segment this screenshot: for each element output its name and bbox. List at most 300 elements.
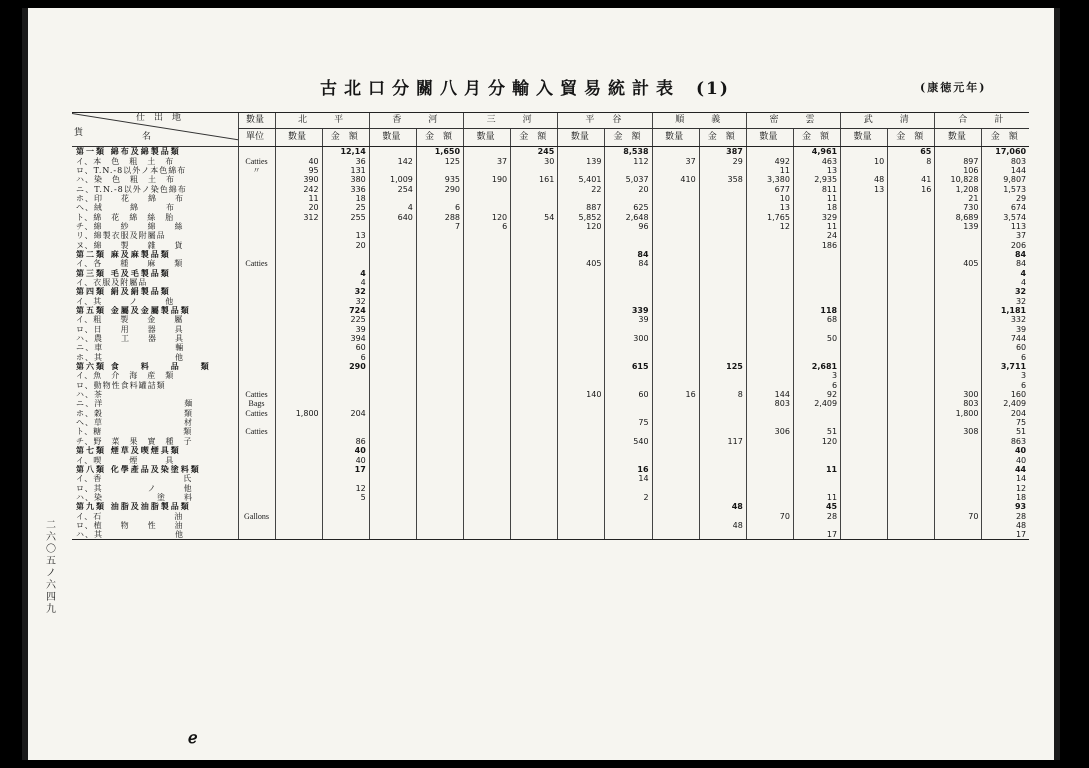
qty-unit: [238, 203, 275, 212]
qty-cell: [275, 455, 322, 464]
item-row: [72, 353, 1029, 362]
amount-cell: [888, 287, 935, 296]
qty-cell: [369, 325, 416, 334]
header-qty: 數量: [652, 129, 699, 147]
qty-cell: [935, 362, 982, 371]
qty-cell: [369, 446, 416, 455]
goods-name: ロ、動物性食料罐詰類: [76, 380, 166, 390]
amount-cell: 18: [793, 203, 840, 212]
amount-cell: 463: [793, 156, 840, 165]
qty-cell: [841, 371, 888, 380]
qty-cell: 1,800: [935, 409, 982, 418]
amount-cell: 17,060: [982, 147, 1029, 157]
qty-unit: [238, 474, 275, 483]
qty-cell: [652, 166, 699, 175]
item-row: [72, 493, 1029, 502]
qty-cell: [464, 437, 511, 446]
qty-unit: [238, 502, 275, 511]
qty-cell: [464, 194, 511, 203]
qty-cell: [275, 231, 322, 240]
qty-cell: [746, 315, 793, 324]
goods-name: ヌ、綿 製 雜 貨: [76, 240, 184, 250]
qty-cell: [275, 446, 322, 455]
amount-cell: [416, 437, 463, 446]
qty-cell: [369, 147, 416, 157]
item-row: [72, 222, 1029, 231]
amount-cell: [416, 371, 463, 380]
amount-cell: 6: [982, 353, 1029, 362]
qty-cell: [558, 502, 605, 511]
amount-cell: 84: [982, 250, 1029, 259]
qty-cell: 4: [369, 203, 416, 212]
amount-cell: [699, 268, 746, 277]
item-row: [72, 240, 1029, 249]
amount-cell: 8: [699, 390, 746, 399]
qty-cell: [275, 521, 322, 530]
qty-unit: [238, 465, 275, 474]
qty-unit: Catties: [238, 259, 275, 268]
qty-cell: [746, 250, 793, 259]
qty-cell: [369, 343, 416, 352]
amount-cell: [888, 427, 935, 436]
amount-cell: 28: [982, 511, 1029, 520]
amount-cell: [416, 343, 463, 352]
qty-cell: [841, 203, 888, 212]
qty-unit: Gallons: [238, 511, 275, 520]
qty-unit: [238, 483, 275, 492]
qty-cell: [746, 334, 793, 343]
amount-cell: 6: [793, 381, 840, 390]
amount-cell: [416, 287, 463, 296]
amount-cell: [699, 399, 746, 408]
amount-cell: [511, 250, 558, 259]
amount-cell: 6: [416, 203, 463, 212]
qty-cell: [652, 427, 699, 436]
qty-cell: [746, 362, 793, 371]
qty-cell: [746, 530, 793, 540]
amount-cell: [416, 297, 463, 306]
amount-cell: 1,650: [416, 147, 463, 157]
qty-cell: [558, 268, 605, 277]
qty-cell: [275, 437, 322, 446]
qty-cell: [652, 325, 699, 334]
qty-cell: [841, 409, 888, 418]
goods-name: ニ、洋 麺: [76, 399, 194, 409]
qty-cell: [935, 240, 982, 249]
item-row: [72, 259, 1029, 268]
amount-cell: [699, 371, 746, 380]
qty-cell: [841, 194, 888, 203]
amount-cell: [888, 231, 935, 240]
amount-cell: [888, 483, 935, 492]
amount-cell: [605, 446, 652, 455]
amount-cell: [888, 399, 935, 408]
amount-cell: 2,409: [982, 399, 1029, 408]
amount-cell: 18: [322, 194, 369, 203]
qty-cell: 803: [935, 399, 982, 408]
amount-cell: [511, 483, 558, 492]
qty-cell: [652, 250, 699, 259]
amount-cell: [888, 437, 935, 446]
qty-unit: [238, 381, 275, 390]
amount-cell: [793, 343, 840, 352]
qty-unit: [238, 530, 275, 540]
qty-cell: [935, 353, 982, 362]
amount-cell: [322, 418, 369, 427]
amount-cell: 803: [982, 156, 1029, 165]
amount-cell: [888, 240, 935, 249]
amount-cell: [416, 446, 463, 455]
qty-cell: [746, 474, 793, 483]
amount-cell: [699, 184, 746, 193]
amount-cell: [699, 325, 746, 334]
amount-cell: [416, 390, 463, 399]
amount-cell: 40: [982, 455, 1029, 464]
handwritten-mark: ℯ: [188, 728, 198, 747]
amount-cell: 4: [322, 268, 369, 277]
qty-cell: [369, 268, 416, 277]
qty-cell: [935, 474, 982, 483]
qty-cell: 142: [369, 156, 416, 165]
qty-cell: [369, 259, 416, 268]
qty-cell: 887: [558, 203, 605, 212]
table-number: (1): [696, 79, 730, 99]
qty-cell: [746, 521, 793, 530]
qty-cell: 492: [746, 156, 793, 165]
goods-name: ハ、其 他: [72, 530, 238, 540]
trade-statistics-table: [72, 112, 1029, 540]
qty-cell: [935, 371, 982, 380]
qty-cell: 1,765: [746, 212, 793, 221]
qty-cell: [841, 483, 888, 492]
amount-cell: 75: [605, 418, 652, 427]
amount-cell: [605, 381, 652, 390]
qty-unit: Catties: [238, 409, 275, 418]
amount-cell: 17: [982, 530, 1029, 540]
amount-cell: 20: [322, 240, 369, 249]
amount-cell: 2,935: [793, 175, 840, 184]
amount-cell: 744: [982, 334, 1029, 343]
amount-cell: [416, 259, 463, 268]
qty-cell: [652, 212, 699, 221]
era-label: (康徳元年): [920, 81, 987, 94]
qty-cell: [369, 390, 416, 399]
qty-cell: [746, 231, 793, 240]
amount-cell: 204: [982, 409, 1029, 418]
amount-cell: [511, 287, 558, 296]
goods-name: ホ、印 花 綿 布: [76, 193, 184, 203]
qty-cell: [275, 371, 322, 380]
qty-cell: [652, 259, 699, 268]
qty-cell: [275, 390, 322, 399]
amount-cell: [511, 455, 558, 464]
qty-cell: [464, 306, 511, 315]
qty-cell: [369, 166, 416, 175]
goods-name: ハ、農 工 器 具: [76, 334, 184, 344]
qty-cell: [841, 259, 888, 268]
amount-cell: [793, 259, 840, 268]
qty-cell: [746, 455, 793, 464]
qty-unit: [238, 343, 275, 352]
amount-cell: 93: [982, 502, 1029, 511]
amount-cell: 11: [793, 222, 840, 231]
qty-cell: 897: [935, 156, 982, 165]
amount-cell: 20: [605, 184, 652, 193]
goods-name: ヘ、草 材: [76, 418, 193, 428]
qty-unit: [238, 287, 275, 296]
amount-cell: [793, 353, 840, 362]
header-amount: 金 額: [416, 129, 463, 147]
qty-cell: [652, 240, 699, 249]
header-qty: 數量: [369, 129, 416, 147]
qty-cell: 120: [558, 222, 605, 231]
qty-cell: [275, 147, 322, 157]
amount-cell: [888, 203, 935, 212]
qty-cell: [746, 493, 793, 502]
qty-cell: [464, 297, 511, 306]
amount-cell: [511, 437, 558, 446]
qty-cell: [275, 418, 322, 427]
header-region: 北 平: [275, 113, 369, 129]
qty-cell: [369, 483, 416, 492]
qty-cell: [558, 493, 605, 502]
header-goods-label: 貨: [74, 128, 84, 138]
amount-cell: 60: [605, 390, 652, 399]
amount-cell: [888, 362, 935, 371]
amount-cell: [511, 334, 558, 343]
amount-cell: [416, 418, 463, 427]
goods-name: 第七類 煙草及喫煙具類: [76, 446, 181, 456]
qty-cell: 106: [935, 166, 982, 175]
qty-cell: [841, 455, 888, 464]
amount-cell: [605, 521, 652, 530]
amount-cell: [511, 297, 558, 306]
qty-cell: [369, 474, 416, 483]
qty-cell: 8,689: [935, 212, 982, 221]
qty-cell: [935, 297, 982, 306]
header-qty: 數量: [464, 129, 511, 147]
amount-cell: [888, 371, 935, 380]
qty-cell: [275, 259, 322, 268]
amount-cell: [605, 530, 652, 540]
amount-cell: 16: [605, 465, 652, 474]
amount-cell: 2: [605, 493, 652, 502]
qty-cell: [841, 343, 888, 352]
amount-cell: [888, 353, 935, 362]
qty-cell: [841, 521, 888, 530]
goods-name: 第一類 綿布及綿製品類: [76, 146, 181, 157]
amount-cell: [511, 306, 558, 315]
goods-name: ロ、日 用 器 具: [76, 324, 184, 334]
amount-cell: [416, 483, 463, 492]
amount-cell: 387: [699, 147, 746, 157]
amount-cell: [888, 268, 935, 277]
qty-cell: [464, 278, 511, 287]
qty-cell: [558, 278, 605, 287]
goods-name: ロ、T.N.-8以外ノ本色綿布: [76, 165, 187, 175]
qty-cell: [558, 427, 605, 436]
qty-cell: [841, 222, 888, 231]
qty-cell: [464, 259, 511, 268]
amount-cell: [416, 166, 463, 175]
qty-cell: [275, 511, 322, 520]
qty-cell: [275, 250, 322, 259]
qty-cell: [935, 455, 982, 464]
goods-name: ホ、其 他: [76, 352, 184, 362]
amount-cell: 25: [322, 203, 369, 212]
amount-cell: 39: [605, 315, 652, 324]
qty-cell: [558, 315, 605, 324]
amount-cell: 32: [322, 297, 369, 306]
table-body: [72, 147, 1029, 540]
amount-cell: [416, 427, 463, 436]
qty-cell: [652, 147, 699, 157]
qty-cell: [935, 465, 982, 474]
amount-cell: [793, 483, 840, 492]
qty-cell: [652, 511, 699, 520]
qty-cell: [746, 483, 793, 492]
item-row: [72, 530, 1029, 540]
amount-cell: [888, 194, 935, 203]
amount-cell: [605, 166, 652, 175]
amount-cell: [322, 390, 369, 399]
amount-cell: [793, 297, 840, 306]
amount-cell: 12: [982, 483, 1029, 492]
qty-cell: [464, 511, 511, 520]
amount-cell: [888, 474, 935, 483]
item-row: [72, 166, 1029, 175]
item-row: [72, 511, 1029, 520]
goods-name: ロ、其 ノ 他: [76, 483, 193, 493]
qty-cell: 1,800: [275, 409, 322, 418]
qty-cell: [275, 325, 322, 334]
qty-cell: [746, 437, 793, 446]
qty-unit: [238, 306, 275, 315]
header-amount: 金 額: [888, 129, 935, 147]
qty-cell: [652, 446, 699, 455]
qty-cell: [275, 334, 322, 343]
qty-cell: 10: [746, 194, 793, 203]
goods-name: ハ、茶: [76, 390, 103, 400]
qty-cell: [558, 455, 605, 464]
qty-cell: [841, 147, 888, 157]
item-row: [72, 437, 1029, 446]
qty-cell: [841, 315, 888, 324]
qty-cell: [558, 166, 605, 175]
amount-cell: [888, 250, 935, 259]
amount-cell: [699, 418, 746, 427]
amount-cell: 288: [416, 212, 463, 221]
qty-cell: [464, 315, 511, 324]
amount-cell: [416, 334, 463, 343]
amount-cell: [511, 231, 558, 240]
amount-cell: [605, 409, 652, 418]
amount-cell: 68: [793, 315, 840, 324]
amount-cell: 2,648: [605, 212, 652, 221]
amount-cell: 6: [322, 353, 369, 362]
amount-cell: [322, 250, 369, 259]
qty-cell: [369, 222, 416, 231]
amount-cell: [416, 399, 463, 408]
amount-cell: [888, 325, 935, 334]
qty-cell: [464, 409, 511, 418]
amount-cell: 39: [322, 325, 369, 334]
page-right-edge: [1054, 8, 1060, 760]
qty-cell: [841, 465, 888, 474]
header-origin-label: 仕 出 地: [136, 113, 182, 123]
amount-cell: [605, 297, 652, 306]
qty-cell: [935, 493, 982, 502]
qty-cell: 5,852: [558, 212, 605, 221]
qty-cell: [464, 147, 511, 157]
amount-cell: [416, 362, 463, 371]
item-row: [72, 212, 1029, 221]
qty-cell: [464, 362, 511, 371]
qty-cell: [558, 231, 605, 240]
amount-cell: 161: [511, 175, 558, 184]
amount-cell: [416, 465, 463, 474]
header-region: 三 河: [464, 113, 558, 129]
item-row: [72, 418, 1029, 427]
qty-cell: [652, 306, 699, 315]
qty-cell: [841, 474, 888, 483]
qty-cell: [464, 418, 511, 427]
item-row: [72, 474, 1029, 483]
amount-cell: [511, 399, 558, 408]
qty-cell: 13: [841, 184, 888, 193]
qty-cell: [369, 306, 416, 315]
header-amount: 金 額: [793, 129, 840, 147]
amount-cell: [511, 418, 558, 427]
amount-cell: 17: [793, 530, 840, 540]
qty-cell: [841, 493, 888, 502]
goods-name: ト、糖 類: [76, 427, 193, 437]
qty-cell: [558, 297, 605, 306]
qty-cell: [935, 278, 982, 287]
qty-cell: [558, 437, 605, 446]
amount-cell: [699, 530, 746, 540]
qty-cell: [369, 511, 416, 520]
amount-cell: 48: [982, 521, 1029, 530]
qty-cell: [746, 287, 793, 296]
amount-cell: [416, 240, 463, 249]
amount-cell: [793, 268, 840, 277]
qty-cell: [935, 530, 982, 540]
qty-cell: [369, 362, 416, 371]
amount-cell: 92: [793, 390, 840, 399]
amount-cell: [322, 381, 369, 390]
amount-cell: [511, 390, 558, 399]
qty-cell: 5,401: [558, 175, 605, 184]
qty-cell: [464, 465, 511, 474]
amount-cell: [511, 343, 558, 352]
amount-cell: [699, 203, 746, 212]
amount-cell: [699, 455, 746, 464]
amount-cell: [416, 409, 463, 418]
qty-cell: [275, 530, 322, 540]
amount-cell: 2,409: [793, 399, 840, 408]
amount-cell: [416, 353, 463, 362]
amount-cell: 40: [322, 455, 369, 464]
header-region: 武 清: [841, 113, 935, 129]
qty-cell: [841, 437, 888, 446]
amount-cell: 18: [982, 493, 1029, 502]
amount-cell: [322, 371, 369, 380]
qty-cell: [369, 465, 416, 474]
qty-cell: [841, 212, 888, 221]
amount-cell: [699, 483, 746, 492]
amount-cell: 332: [982, 315, 1029, 324]
